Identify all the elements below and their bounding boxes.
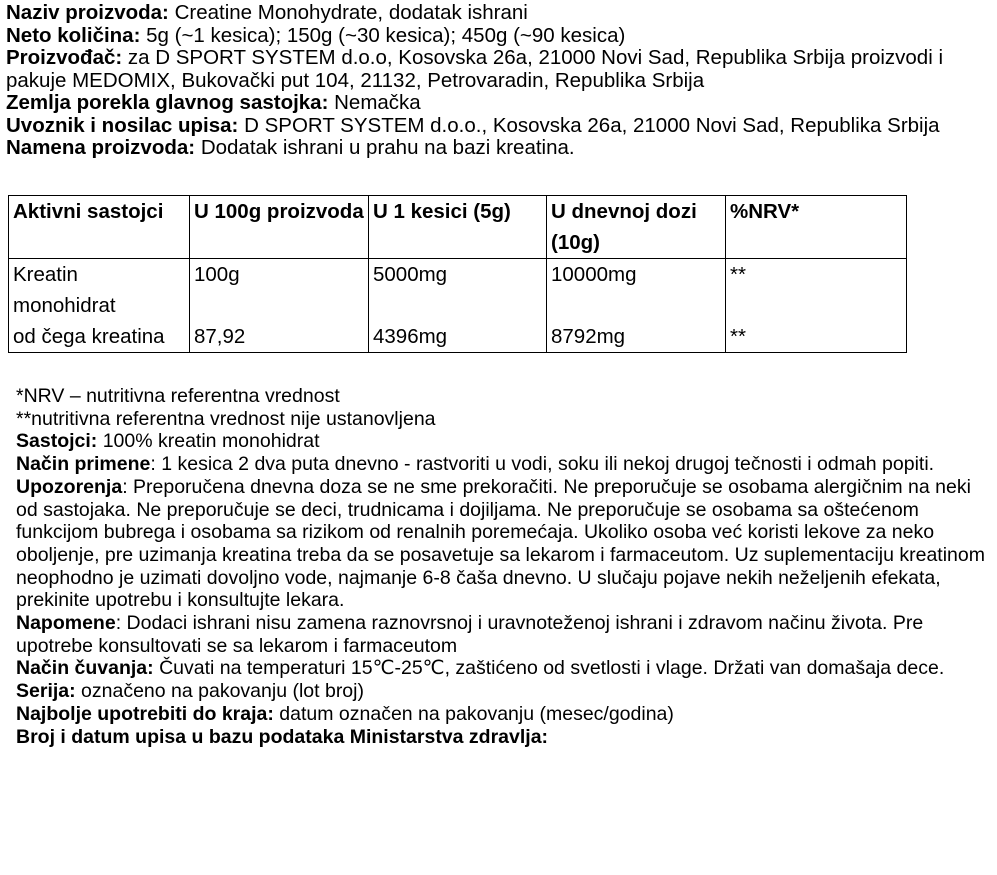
- table-cell: 8792mg: [547, 321, 726, 353]
- manufacturer-value: za D SPORT SYSTEM d.o.o, Kosovska 26a, 21000 Novi Sad, Republika Srbija proizvodi i pakuje MEDOMIX, Bukovački put 104, 21132, Petrovaradin, Republika Srbija: [6, 46, 944, 92]
- ingredients-line: [16, 430, 986, 453]
- warnings-label: Upozorenja: [16, 475, 123, 498]
- product-header: [6, 2, 991, 160]
- table-cell: Kreatin monohidrat: [9, 259, 190, 322]
- registration-line: [16, 726, 986, 749]
- importer-label: Uvoznik i nosilac upisa:: [6, 113, 239, 137]
- table-cell: 5000mg: [369, 259, 547, 322]
- manufacturer-label: Proizvođač:: [6, 46, 123, 69]
- remarks-label: Napomene: [16, 612, 116, 635]
- table-cell: 87,92: [190, 321, 369, 353]
- table-header-row: [9, 196, 907, 259]
- importer-line: [6, 115, 991, 138]
- purpose-label: Namena proizvoda:: [6, 136, 196, 159]
- net-quantity-line: [6, 25, 991, 48]
- product-name-value: Creatine Monohydrate, dodatak ishrani: [174, 1, 528, 24]
- importer-value: D SPORT SYSTEM d.o.o., Kosovska 26a, 21000 Novi Sad, Republika Srbija: [244, 113, 940, 137]
- origin-label: Zemlja porekla glavnog sastojka:: [6, 91, 329, 114]
- storage-line: [16, 657, 986, 680]
- ingredients-label: Sastojci:: [16, 430, 98, 453]
- batch-value: označeno na pakovanju (lot broj): [81, 680, 364, 703]
- usage-label: Način primene: [16, 453, 151, 476]
- warnings-value: : Preporučena dnevna doza se ne sme prekoračiti. Ne preporučuje se osobama alergičnim na neki od sastojaka. Ne preporučuje se deci, trudnicama i dojiljama. Ne preporučuje se osobama sa oštećenom funkcijom bubrega i osobama sa rizikom od renalnih poremećaja. Ukoliko osoba već koristi lekove za neko oboljenje, pre uzimanja kreatina treba da se posavetuje sa lekarom i farmaceutom. Uz suplementaciju kreatinom neophodno je uzimati dovoljno vode, najmanje 6-8 čaša dnevno. U slučaju pojave nekih neželjenih efekata, prekinite upotrebu i konsultujte lekara.: [16, 475, 985, 612]
- remarks-line: [16, 612, 986, 657]
- table-cell: 4396mg: [369, 321, 547, 353]
- batch-line: [16, 680, 986, 703]
- registration-label: Broj i datum upisa u bazu podataka Ministarstva zdravlja:: [16, 725, 549, 748]
- batch-label: Serija:: [16, 680, 76, 703]
- best-before-value: datum označen na pakovanju (mesec/godina): [279, 702, 674, 725]
- storage-label: Način čuvanja:: [16, 657, 154, 680]
- table-cell: 10000mg: [547, 259, 726, 322]
- table-header-cell: Aktivni sastojci: [9, 196, 190, 259]
- warnings-line: [16, 476, 986, 612]
- manufacturer-line: [6, 47, 991, 92]
- best-before-line: [16, 703, 986, 726]
- nrv-note-2: **nutritivna referentna vrednost nije ustanovljena: [16, 407, 436, 430]
- table-cell: **: [726, 259, 907, 322]
- product-notes: [16, 385, 986, 748]
- origin-value: Nemačka: [334, 91, 421, 114]
- table-row: [9, 321, 907, 353]
- table-row: [9, 259, 907, 322]
- table-cell: od čega kreatina: [9, 321, 190, 353]
- product-name-line: [6, 2, 991, 25]
- ingredients-value: 100% kreatin monohidrat: [102, 430, 320, 453]
- table-cell: 100g: [190, 259, 369, 322]
- usage-line: [16, 453, 986, 476]
- storage-value: Čuvati na temperaturi 15℃-25℃, zaštićeno od svetlosti i vlage. Držati van domašaja dece.: [159, 657, 945, 680]
- remarks-value: : Dodaci ishrani nisu zamena raznovrsnoj i uravnoteženoj ishrani i zdravom načinu života. Pre upotrebe konsultovati se sa lekarom i farmaceutom: [16, 612, 924, 657]
- table-cell: **: [726, 321, 907, 353]
- best-before-label: Najbolje upotrebiti do kraja:: [16, 702, 274, 725]
- usage-value: : 1 kesica 2 dva puta dnevno - rastvoriti u vodi, soku ili nekoj drugoj tečnosti i odmah popiti.: [150, 453, 935, 476]
- table-header-cell: %NRV*: [726, 196, 907, 259]
- nrv-note: *NRV – nutritivna referentna vrednost: [16, 385, 340, 407]
- product-name-label: Naziv proizvoda:: [6, 1, 169, 24]
- origin-line: [6, 92, 991, 115]
- net-quantity-value: 5g (~1 kesica); 150g (~30 kesica); 450g (~90 kesica): [146, 23, 626, 47]
- table-header-cell: U 100g proizvoda: [190, 196, 369, 259]
- table-header-cell: U 1 kesici (5g): [369, 196, 547, 259]
- net-quantity-label: Neto količina:: [6, 23, 141, 47]
- nutrition-table: [8, 195, 907, 353]
- table-header-cell: U dnevnoj dozi (10g): [547, 196, 726, 259]
- purpose-line: [6, 137, 991, 160]
- purpose-value: Dodatak ishrani u prahu na bazi kreatina.: [200, 136, 575, 159]
